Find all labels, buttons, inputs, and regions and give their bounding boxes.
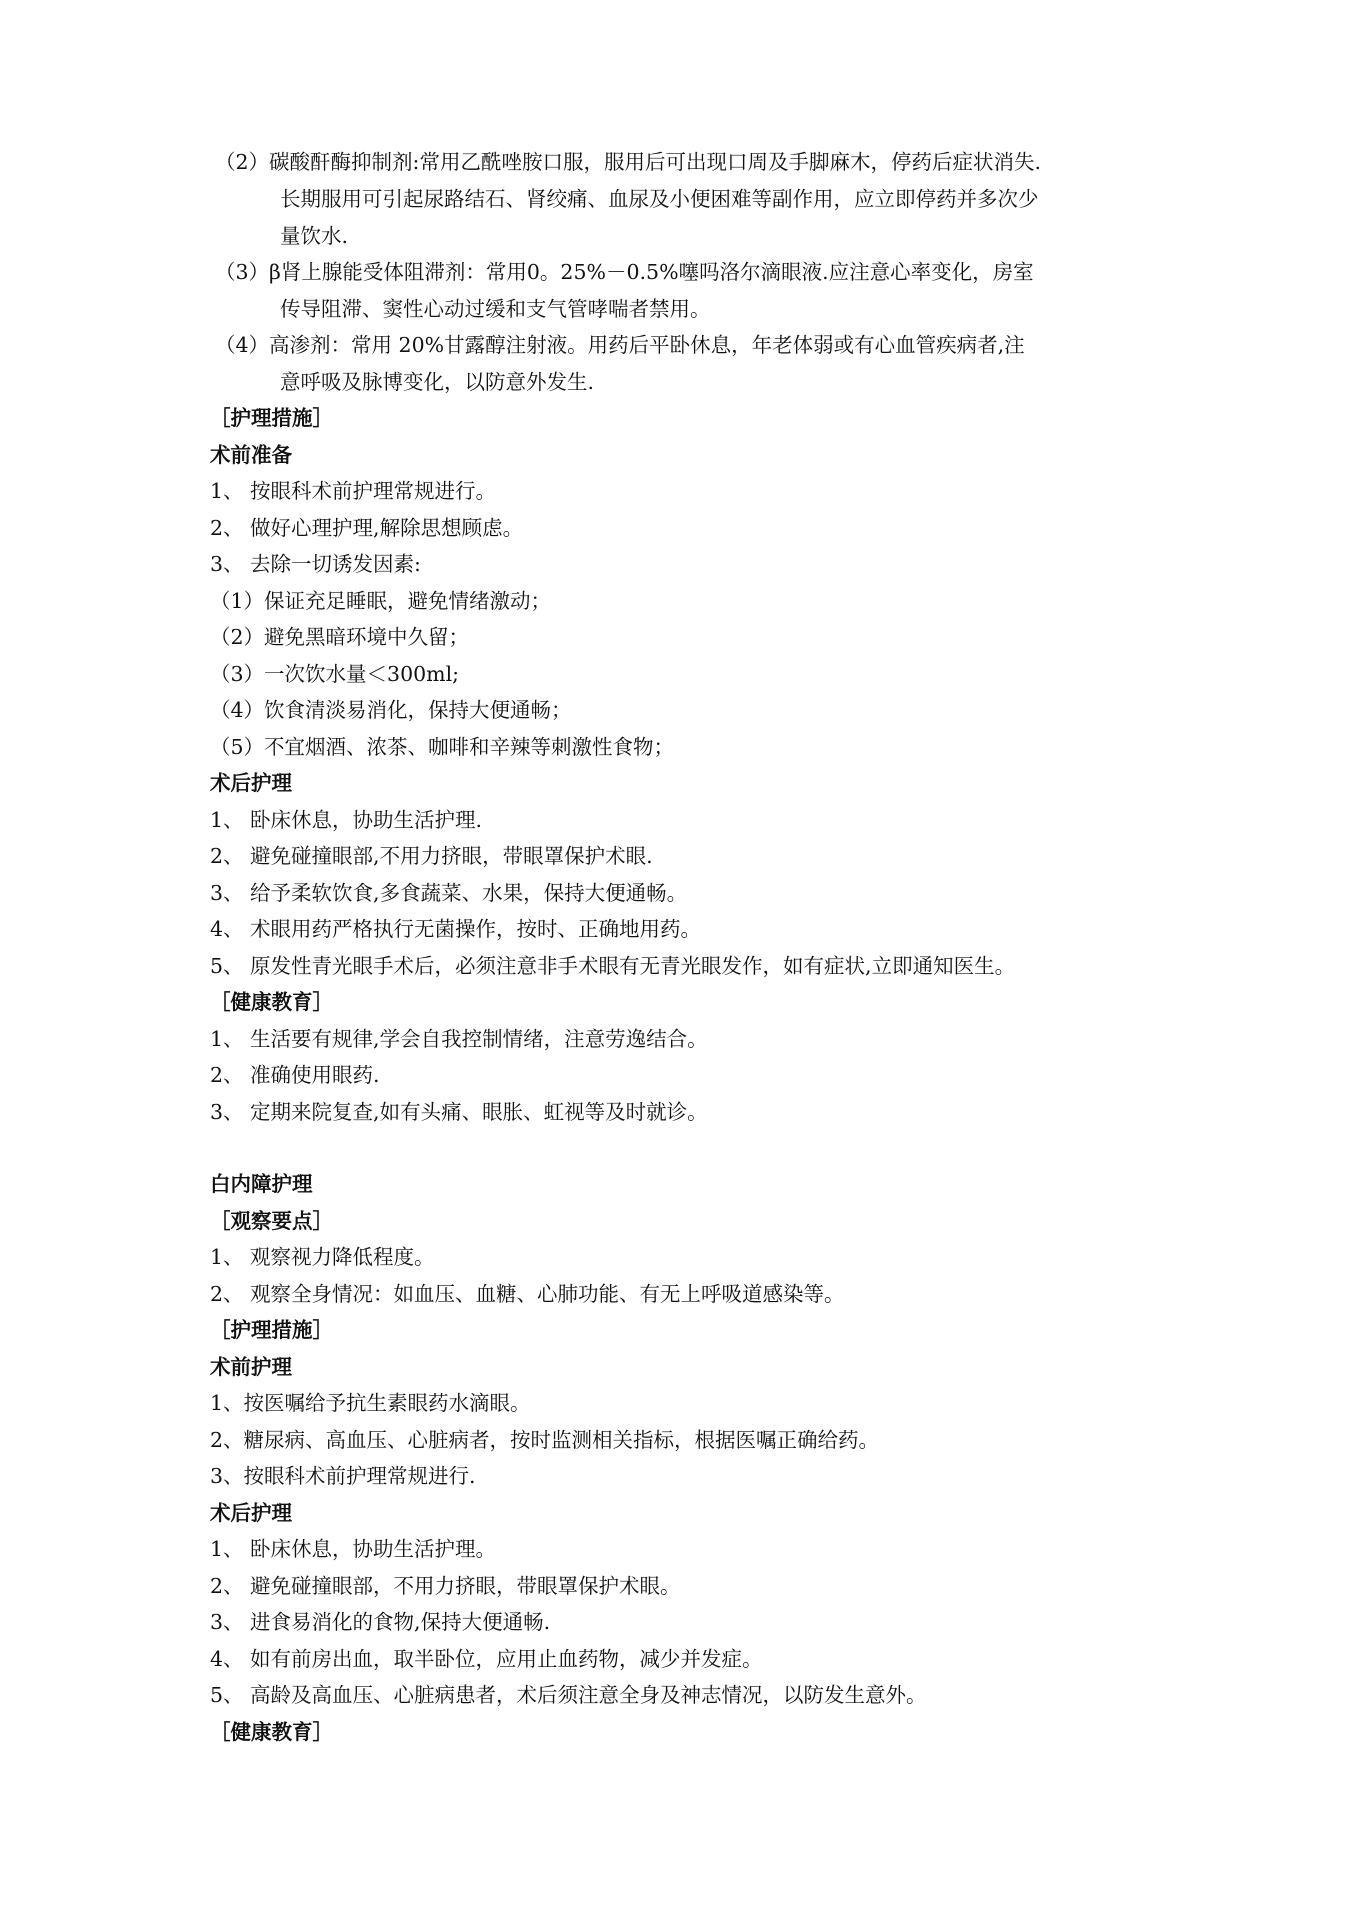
- list-item: 3、 进食易消化的食物,保持大便通畅.: [210, 1610, 551, 1634]
- subsection-heading: 术后护理: [210, 1501, 292, 1525]
- list-item: （4）饮食清淡易消化，保持大便通畅；: [210, 698, 572, 722]
- section-heading: ［健康教育］: [210, 990, 333, 1014]
- text-line: （4）高渗剂：常用 20%甘露醇注射液。用药后平卧休息，年老体弱或有心血管疾病者,注: [215, 333, 1025, 357]
- subsection-heading: 术前准备: [210, 443, 292, 467]
- list-item: 2、糖尿病、高血压、心脏病者，按时监测相关指标，根据医嘱正确给药。: [210, 1428, 880, 1452]
- list-item: 1、 生活要有规律,学会自我控制情绪，注意劳逸结合。: [210, 1027, 708, 1051]
- list-item: 5、 高龄及高血压、心脏病患者，术后须注意全身及神志情况，以防发生意外。: [210, 1683, 927, 1707]
- page-title: 白内障护理: [210, 1172, 313, 1196]
- text-line: 长期服用可引起尿路结石、肾绞痛、血尿及小便困难等副作用，应立即停药并多次少: [280, 187, 1039, 211]
- list-item: 1、按医嘱给予抗生素眼药水滴眼。: [210, 1391, 531, 1415]
- list-item: （2）避免黑暗环境中久留；: [210, 625, 470, 649]
- section-heading: ［健康教育］: [210, 1720, 333, 1744]
- section-heading: ［观察要点］: [210, 1209, 333, 1233]
- list-item: 2、 避免碰撞眼部,不用力挤眼，带眼罩保护术眼.: [210, 844, 653, 868]
- subsection-heading: 术前护理: [210, 1355, 292, 1379]
- list-item: 1、 卧床休息，协助生活护理。: [210, 1537, 497, 1561]
- text-line: （2）碳酸酐酶抑制剂:常用乙酰唑胺口服，服用后可出现口周及手脚麻木，停药后症状消失.: [215, 150, 1041, 174]
- subsection-heading: 术后护理: [210, 771, 292, 795]
- text-line: 意呼吸及脉博变化，以防意外发生.: [280, 370, 595, 394]
- list-item: 2、 准确使用眼药.: [210, 1063, 380, 1087]
- list-item: （3）一次饮水量＜300ml;: [210, 662, 460, 686]
- section-heading: ［护理措施］: [210, 1318, 333, 1342]
- list-item: 4、 术眼用药严格执行无菌操作，按时、正确地用药。: [210, 917, 702, 941]
- section-heading: ［护理措施］: [210, 406, 333, 430]
- list-item: 5、 原发性青光眼手术后，必须注意非手术眼有无青光眼发作，如有症状,立即通知医生。: [210, 954, 1016, 978]
- list-item: 2、 避免碰撞眼部，不用力挤眼，带眼罩保护术眼。: [210, 1574, 681, 1598]
- list-item: （5）不宜烟酒、浓茶、咖啡和辛辣等刺激性食物；: [210, 735, 675, 759]
- list-item: 3、按眼科术前护理常规进行.: [210, 1464, 476, 1488]
- list-item: 4、 如有前房出血，取半卧位，应用止血药物，减少并发症。: [210, 1647, 763, 1671]
- list-item: 1、 按眼科术前护理常规进行。: [210, 479, 497, 503]
- list-item: 2、 做好心理护理,解除思想顾虑。: [210, 516, 524, 540]
- list-item: 3、 定期来院复查,如有头痛、眼胀、虹视等及时就诊。: [210, 1100, 708, 1124]
- list-item: 3、 给予柔软饮食,多食蔬菜、水果，保持大便通畅。: [210, 881, 688, 905]
- text-line: 传导阻滞、窦性心动过缓和支气管哮喘者禁用。: [280, 297, 711, 321]
- text-line: 量饮水.: [280, 224, 349, 248]
- list-item: 3、 去除一切诱发因素:: [210, 552, 421, 576]
- text-line: （3）β肾上腺能受体阻滞剂：常用0。25%－0.5%噻吗洛尔滴眼液.应注意心率变化，房室: [215, 260, 1034, 284]
- list-item: 1、 卧床休息，协助生活护理.: [210, 808, 483, 832]
- list-item: 1、 观察视力降低程度。: [210, 1245, 435, 1269]
- list-item: 2、 观察全身情况：如血压、血糖、心肺功能、有无上呼吸道感染等。: [210, 1282, 845, 1306]
- list-item: （1）保证充足睡眠，避免情绪激动；: [210, 589, 552, 613]
